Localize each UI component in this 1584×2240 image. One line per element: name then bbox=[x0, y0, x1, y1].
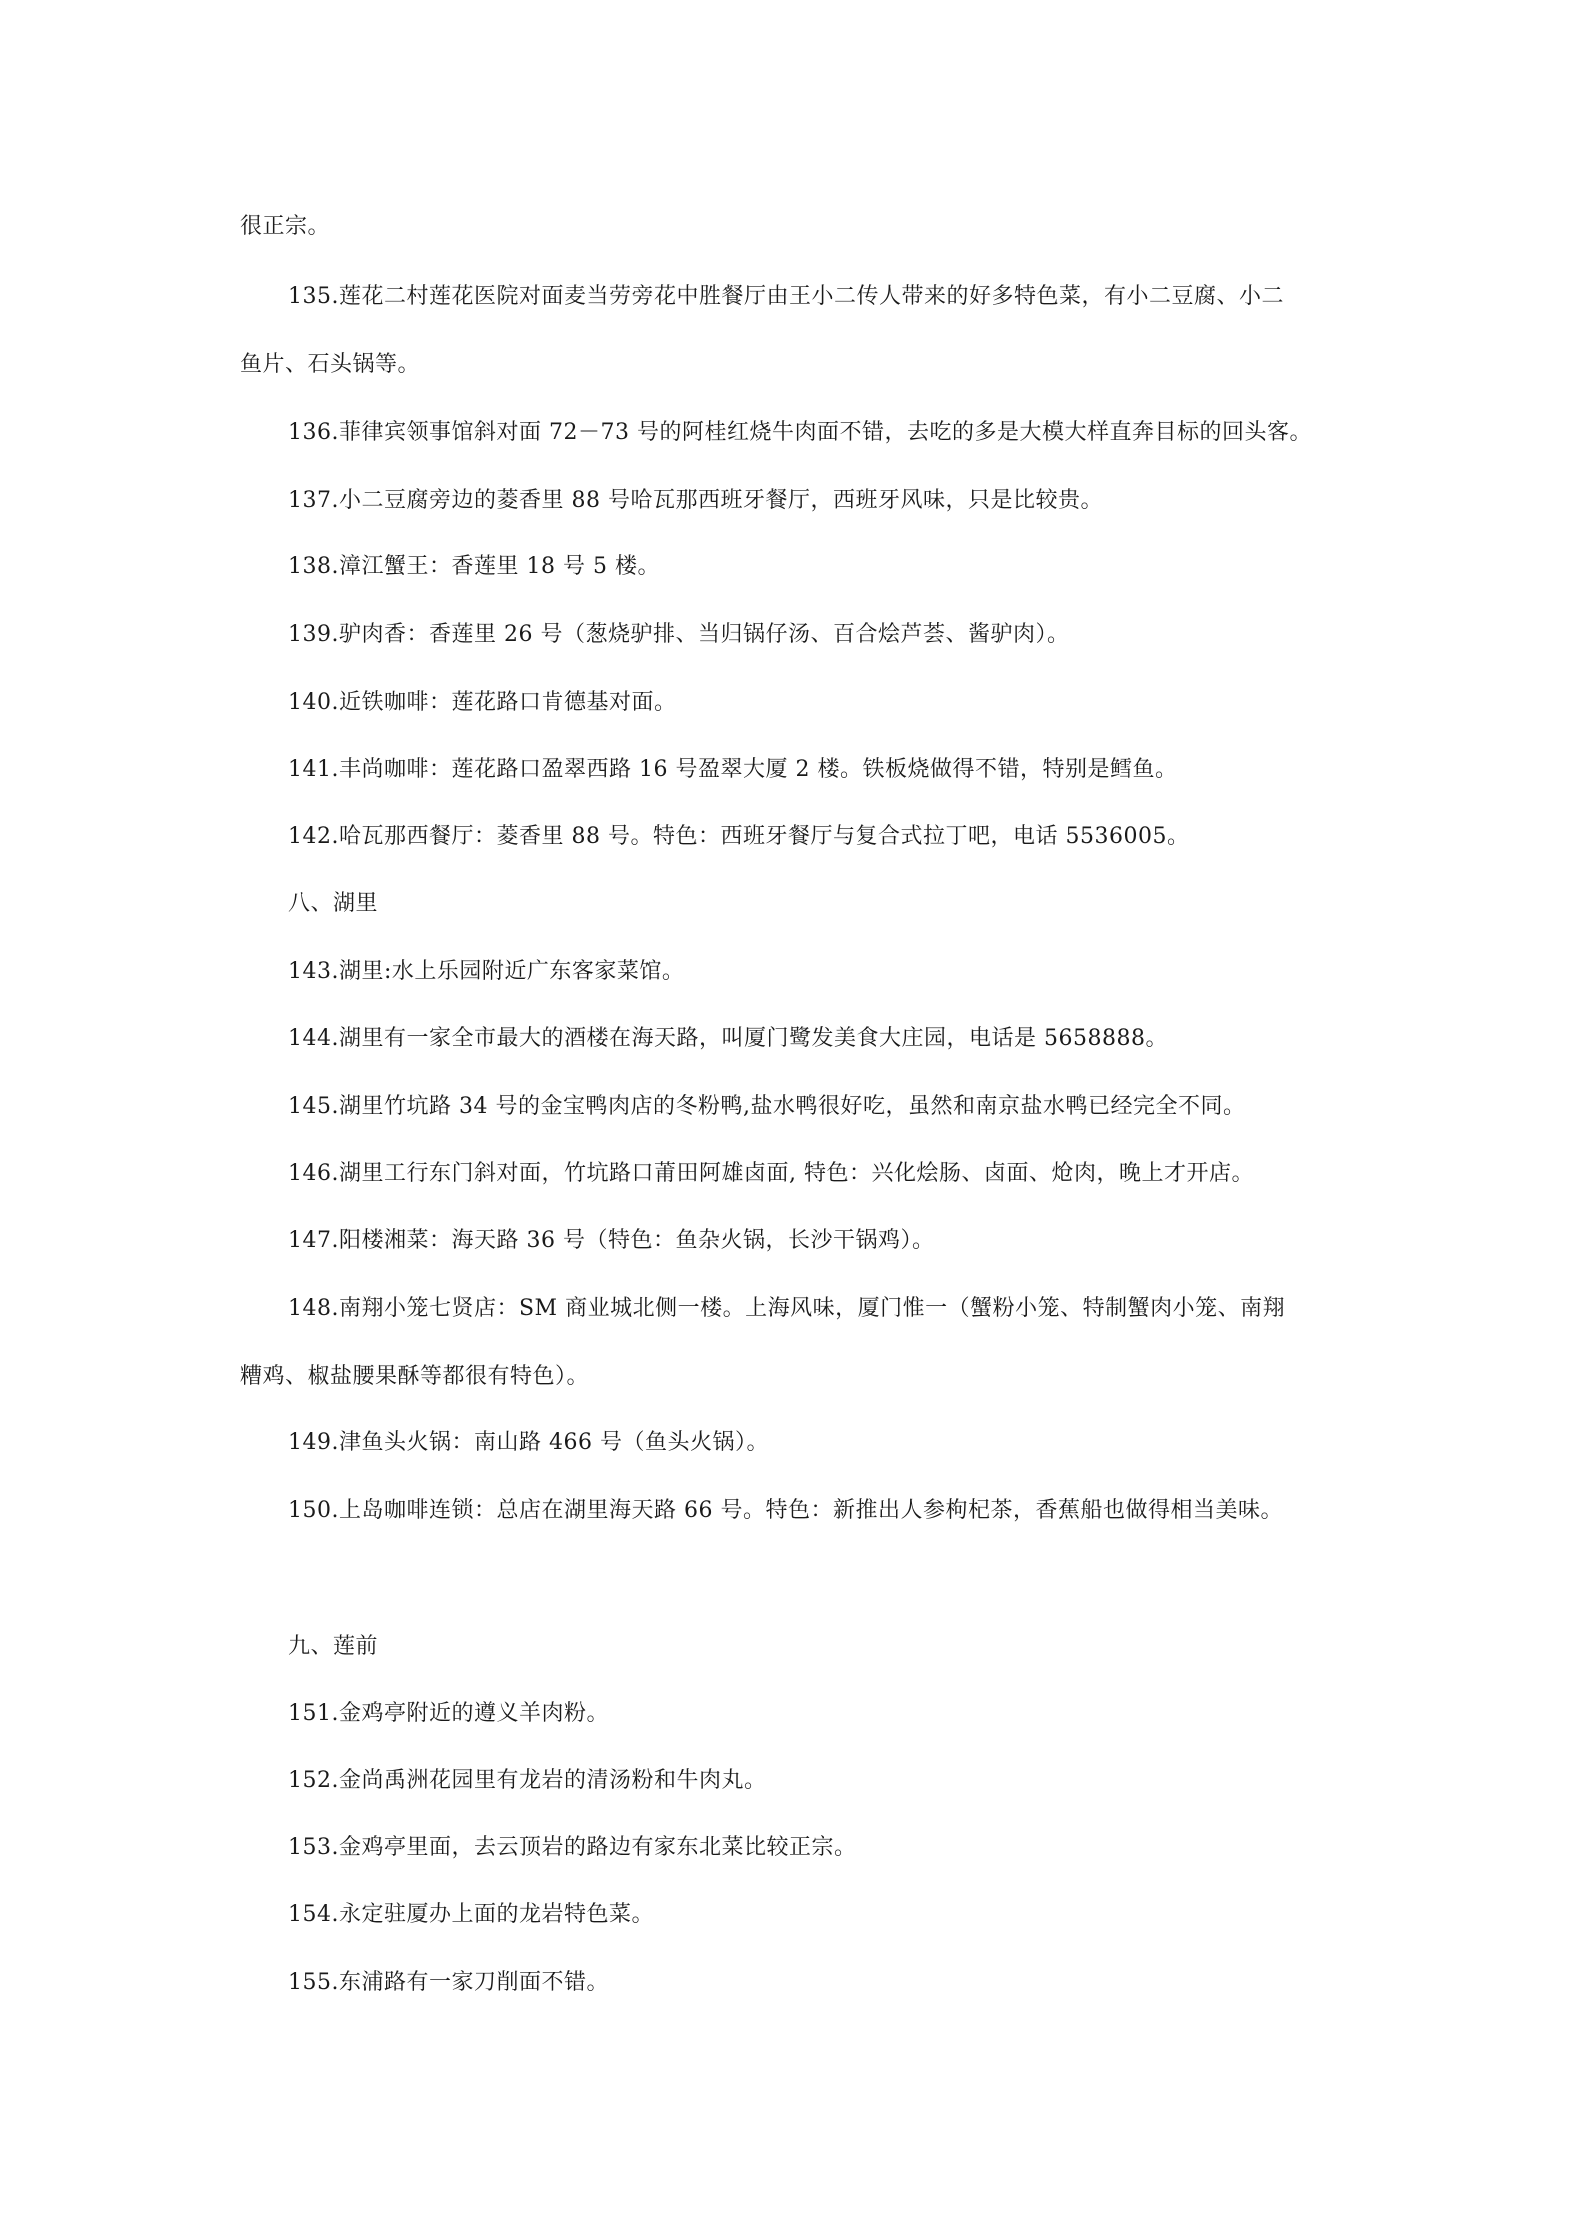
text-line: 142.哈瓦那西餐厅：菱香里 88 号。特色：西班牙餐厅与复合式拉丁吧，电话 5536005。 bbox=[288, 824, 1190, 849]
text-line: 鱼片、石头锅等。 bbox=[240, 352, 421, 377]
text-line: 141.丰尚咖啡：莲花路口盈翠西路 16 号盈翠大厦 2 楼。铁板烧做得不错，特别是鳕鱼。 bbox=[288, 757, 1178, 782]
text-line: 139.驴肉香：香莲里 26 号（葱烧驴排、当归锅仔汤、百合烩芦荟、酱驴肉）。 bbox=[288, 622, 1070, 647]
text-line: 138.漳江蟹王：香莲里 18 号 5 楼。 bbox=[288, 554, 660, 579]
text-line: 135.莲花二村莲花医院对面麦当劳旁花中胜餐厅由王小二传人带来的好多特色菜，有小二豆腐、小二 bbox=[288, 284, 1284, 309]
text-line: 糟鸡、椒盐腰果酥等都很有特色）。 bbox=[240, 1364, 590, 1389]
section-heading: 八、湖里 bbox=[288, 891, 379, 916]
section-heading: 九、莲前 bbox=[288, 1634, 379, 1659]
text-line: 很正宗。 bbox=[240, 214, 331, 239]
text-line: 152.金尚禹洲花园里有龙岩的清汤粉和牛肉丸。 bbox=[288, 1768, 767, 1793]
text-line: 145.湖里竹坑路 34 号的金宝鸭肉店的冬粉鸭,盐水鸭很好吃，虽然和南京盐水鸭已经完全不同。 bbox=[288, 1094, 1246, 1119]
text-line: 144.湖里有一家全市最大的酒楼在海天路，叫厦门鹭发美食大庄园，电话是 5658888。 bbox=[288, 1026, 1168, 1051]
text-line: 136.菲律宾领事馆斜对面 72－73 号的阿桂红烧牛肉面不错，去吃的多是大模大样直奔目标的回头客。 bbox=[288, 420, 1312, 445]
text-line: 151.金鸡亭附近的遵义羊肉粉。 bbox=[288, 1701, 609, 1726]
text-line: 143.湖里:水上乐园附近广东客家菜馆。 bbox=[288, 959, 685, 984]
text-line: 150.上岛咖啡连锁：总店在湖里海天路 66 号。特色：新推出人参枸杞茶，香蕉船也做得相当美味。 bbox=[288, 1498, 1283, 1523]
text-line: 137.小二豆腐旁边的菱香里 88 号哈瓦那西班牙餐厅，西班牙风味，只是比较贵。 bbox=[288, 488, 1103, 513]
text-line: 147.阳楼湘菜：海天路 36 号（特色：鱼杂火锅，长沙干锅鸡）。 bbox=[288, 1228, 935, 1253]
text-line: 149.津鱼头火锅：南山路 466 号（鱼头火锅）。 bbox=[288, 1430, 769, 1455]
text-line: 153.金鸡亭里面，去云顶岩的路边有家东北菜比较正宗。 bbox=[288, 1835, 857, 1860]
text-line: 140.近铁咖啡：莲花路口肯德基对面。 bbox=[288, 690, 677, 715]
text-line: 155.东浦路有一家刀削面不错。 bbox=[288, 1970, 609, 1995]
text-line: 154.永定驻厦办上面的龙岩特色菜。 bbox=[288, 1902, 654, 1927]
text-line: 146.湖里工行东门斜对面，竹坑路口莆田阿雄卤面, 特色：兴化烩肠、卤面、炝肉，晚上才开店。 bbox=[288, 1161, 1254, 1186]
text-line: 148.南翔小笼七贤店：SM 商业城北侧一楼。上海风味，厦门惟一（蟹粉小笼、特制蟹肉小笼、南翔 bbox=[288, 1296, 1286, 1321]
